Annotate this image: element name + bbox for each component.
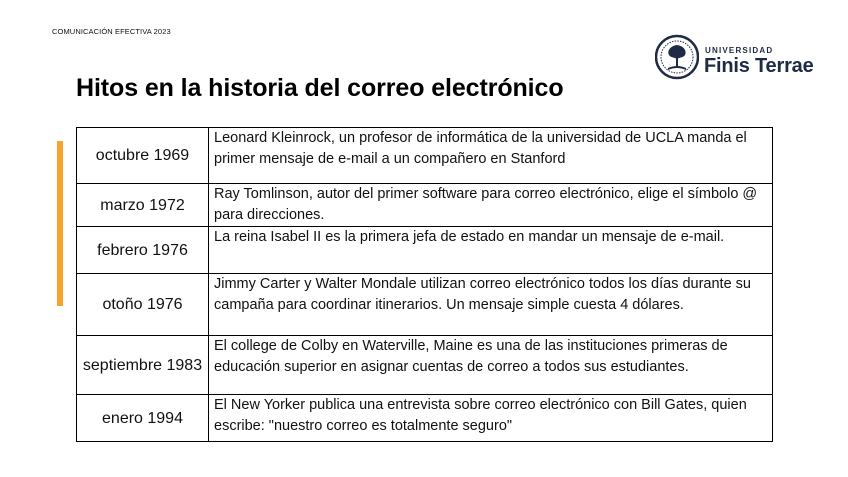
table-row xyxy=(77,128,773,184)
page-title: Hitos en la historia del correo electrónico xyxy=(76,74,564,102)
table-row xyxy=(77,227,773,274)
timeline-date: marzo 1972 xyxy=(77,184,209,227)
university-logo xyxy=(655,33,815,89)
course-label: COMUNICACIÓN EFECTIVA 2023 xyxy=(52,27,171,36)
timeline-description: Ray Tomlinson, autor del primer software para correo electrónico, elige el símbolo @ para direcciones. xyxy=(209,184,773,227)
timeline-description: Leonard Kleinrock, un profesor de informática de la universidad de UCLA manda el primer mensaje de e-mail a un compañero en Stanford xyxy=(209,128,773,184)
accent-bar xyxy=(57,141,63,306)
timeline-date: septiembre 1983 xyxy=(77,336,209,395)
table-row xyxy=(77,395,773,442)
table-row xyxy=(77,336,773,395)
timeline-description: El college de Colby en Waterville, Maine es una de las instituciones primeras de educación superior en asignar cuentas de correo a todos sus estudiantes. xyxy=(209,336,773,395)
timeline-date: otoño 1976 xyxy=(77,274,209,336)
timeline-description: Jimmy Carter y Walter Mondale utilizan correo electrónico todos los días durante su campaña para coordinar itinerarios. Un mensaje simple cuesta 4 dólares. xyxy=(209,274,773,336)
timeline-description: El New Yorker publica una entrevista sobre correo electrónico con Bill Gates, quien escribe: "nuestro correo es totalmente seguro" xyxy=(209,395,773,442)
timeline-description: La reina Isabel II es la primera jefa de estado en mandar un mensaje de e-mail. xyxy=(209,227,773,274)
table-row xyxy=(77,184,773,227)
table-row xyxy=(77,274,773,336)
logo-name-text: Finis Terrae xyxy=(704,55,814,77)
timeline-date: octubre 1969 xyxy=(77,128,209,184)
university-seal-icon xyxy=(655,33,699,83)
timeline-table xyxy=(76,127,773,442)
logo-university-text: UNIVERSIDAD xyxy=(705,46,774,55)
timeline-date: enero 1994 xyxy=(77,395,209,442)
timeline-date: febrero 1976 xyxy=(77,227,209,274)
